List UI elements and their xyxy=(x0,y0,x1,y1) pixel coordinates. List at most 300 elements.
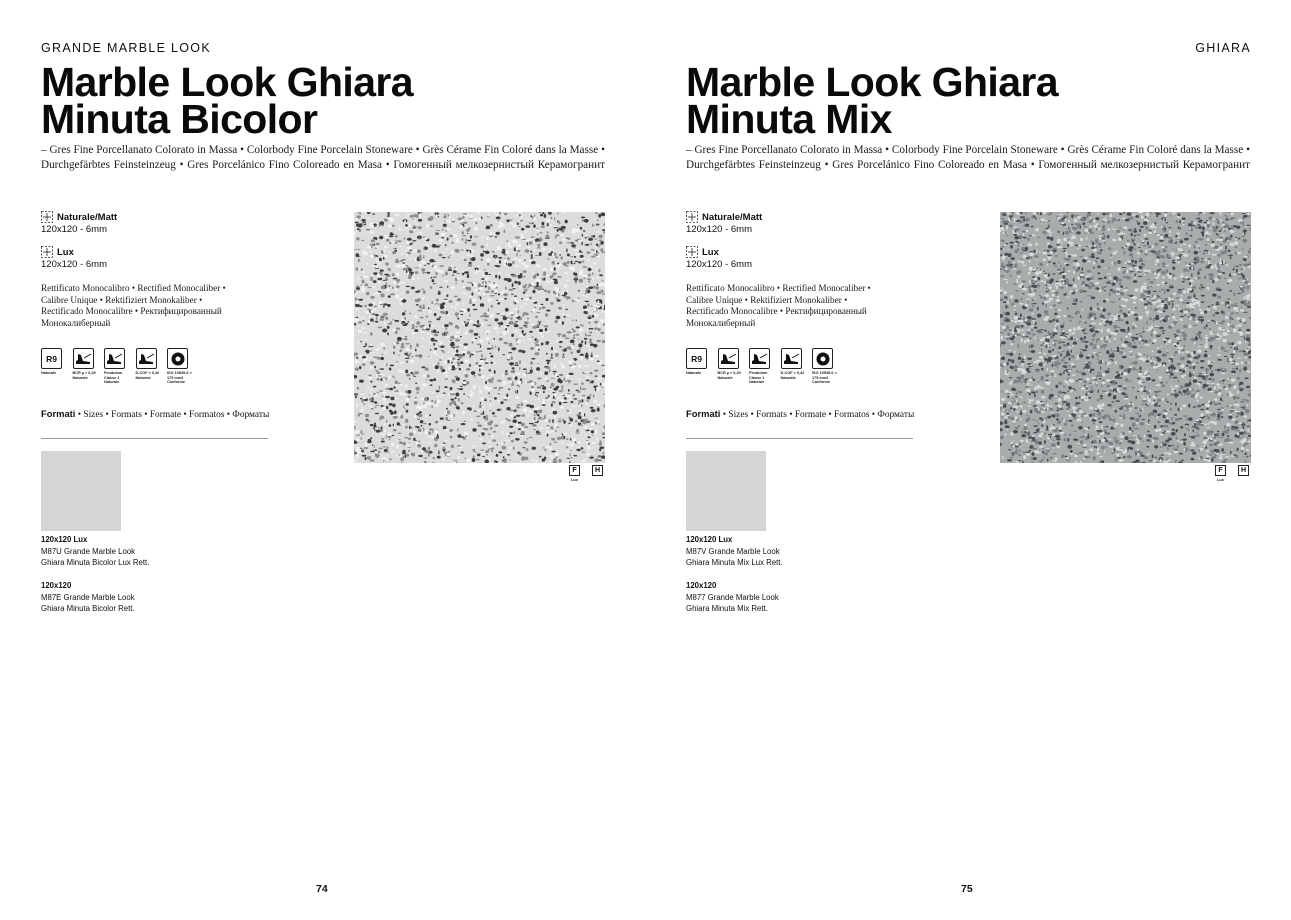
tile-speck xyxy=(1239,383,1240,386)
tile-speck xyxy=(551,347,553,351)
tile-speck xyxy=(1149,339,1151,342)
tile-speck xyxy=(1059,426,1061,429)
tile-speck xyxy=(1066,292,1068,294)
tile-speck xyxy=(472,446,477,447)
tile-speck xyxy=(455,326,458,328)
tile-speck xyxy=(1119,283,1121,284)
tile-speck xyxy=(1093,308,1095,309)
tile-speck xyxy=(532,250,535,252)
tile-speck xyxy=(1177,291,1182,294)
tile-speck xyxy=(555,256,559,258)
tile-speck xyxy=(362,224,365,225)
tile-speck xyxy=(1019,443,1021,447)
tile-speck xyxy=(551,451,555,453)
tile-speck xyxy=(1242,350,1246,352)
tile-speck xyxy=(466,249,468,251)
tile-speck xyxy=(572,359,574,362)
tile-speck xyxy=(465,239,466,243)
tile-speck xyxy=(521,263,525,265)
tile-speck xyxy=(1248,301,1250,305)
tile-speck xyxy=(515,315,519,317)
tile-speck xyxy=(535,371,537,373)
tile-speck xyxy=(597,361,600,363)
tile-speck xyxy=(438,346,439,348)
tile-speck xyxy=(404,317,405,319)
tile-speck xyxy=(1028,286,1030,288)
tile-speck xyxy=(1138,333,1143,334)
tile-speck xyxy=(1215,369,1216,371)
tile-speck xyxy=(1231,274,1232,275)
tile-speck xyxy=(556,316,561,320)
tile-speck xyxy=(1213,422,1217,425)
tile-speck xyxy=(558,420,562,422)
tile-speck xyxy=(390,397,394,401)
tile-speck xyxy=(530,258,533,259)
tile-speck xyxy=(1239,332,1243,336)
tile-speck xyxy=(1036,228,1039,232)
tile-speck xyxy=(532,336,534,337)
tile-speck xyxy=(442,443,446,444)
tile-speck xyxy=(1085,345,1088,349)
tile-speck xyxy=(507,329,509,333)
tile-speck xyxy=(1198,304,1200,306)
tile-speck xyxy=(1006,235,1009,236)
tile-speck xyxy=(480,315,482,317)
tile-speck xyxy=(485,285,487,287)
tile-speck xyxy=(537,386,542,389)
tile-speck xyxy=(570,418,574,422)
tile-speck xyxy=(564,292,567,296)
tile-speck xyxy=(1112,218,1116,221)
tile-speck xyxy=(1032,283,1035,285)
tile-speck xyxy=(1216,453,1218,455)
tile-speck xyxy=(1136,234,1140,236)
tile-speck xyxy=(370,437,372,439)
tile-speck xyxy=(354,460,356,463)
tile-speck xyxy=(1246,225,1250,226)
tile-speck xyxy=(408,450,410,451)
tile-speck xyxy=(1088,397,1091,399)
tile-speck xyxy=(385,384,389,387)
tile-speck xyxy=(545,433,547,435)
tile-speck xyxy=(1204,388,1206,390)
tile-speck xyxy=(1233,397,1235,399)
tile-speck xyxy=(392,435,395,436)
tile-speck xyxy=(381,433,386,435)
tile-speck xyxy=(1141,404,1144,405)
tile-speck xyxy=(596,250,597,254)
tile-speck xyxy=(528,284,530,288)
tile-speck xyxy=(495,255,496,259)
tile-speck xyxy=(1230,321,1231,323)
tile-speck xyxy=(424,265,425,266)
tile-speck xyxy=(1237,377,1240,380)
tile-speck xyxy=(431,392,433,394)
tile-speck xyxy=(476,222,478,223)
tile-speck xyxy=(1162,332,1164,334)
tile-speck xyxy=(405,408,407,409)
tile-speck xyxy=(462,292,466,294)
tile-speck xyxy=(1056,281,1059,283)
tile-speck xyxy=(514,324,519,327)
tile-speck xyxy=(514,240,518,244)
tile-speck xyxy=(429,428,434,430)
tile-speck xyxy=(1000,332,1004,334)
tile-speck xyxy=(1140,226,1144,228)
tile-speck xyxy=(1103,426,1108,428)
tile-speck xyxy=(1090,369,1094,371)
tile-speck xyxy=(515,376,518,380)
matt-finish-icon xyxy=(41,211,53,223)
tile-speck xyxy=(360,341,361,343)
tile-speck xyxy=(561,441,563,444)
tile-speck xyxy=(376,430,381,433)
tile-speck xyxy=(416,392,418,394)
tile-speck xyxy=(446,374,448,377)
tile-speck xyxy=(456,268,458,270)
tile-speck xyxy=(465,242,468,244)
tile-speck xyxy=(411,356,413,357)
tile-speck xyxy=(586,441,588,445)
tile-speck xyxy=(1123,344,1126,348)
tile-speck xyxy=(356,237,360,240)
tile-speck xyxy=(558,459,561,463)
tile-speck xyxy=(1057,410,1059,412)
tile-speck xyxy=(557,229,559,232)
tile-speck xyxy=(599,274,603,276)
tile-speck xyxy=(1168,297,1171,301)
tile-speck xyxy=(1243,406,1246,407)
tile-speck xyxy=(1123,456,1125,458)
tile-speck xyxy=(1218,390,1220,393)
tile-speck xyxy=(386,288,390,290)
tile-speck xyxy=(411,427,413,428)
tile-speck xyxy=(507,257,509,261)
tile-speck xyxy=(1066,380,1068,383)
tile-speck xyxy=(458,398,460,401)
tile-speck xyxy=(571,457,573,458)
tile-speck xyxy=(1242,450,1243,452)
tile-speck xyxy=(1180,357,1185,361)
tile-speck xyxy=(1038,423,1040,424)
tile-speck xyxy=(408,438,411,440)
tile-speck xyxy=(517,381,521,384)
finish-label: Lux xyxy=(57,246,74,258)
tile-speck xyxy=(396,259,399,263)
tile-speck xyxy=(555,398,557,399)
tile-speck xyxy=(564,284,567,288)
tile-speck xyxy=(1110,324,1111,326)
tile-speck xyxy=(1027,301,1029,304)
tile-speck xyxy=(1099,398,1103,399)
tile-speck xyxy=(1120,440,1123,441)
tile-speck xyxy=(1206,220,1208,221)
tile-speck xyxy=(517,339,521,343)
tile-speck xyxy=(371,310,374,313)
tile-speck xyxy=(522,414,525,417)
tile-speck xyxy=(429,423,431,426)
tile-speck xyxy=(575,240,577,241)
tile-speck xyxy=(1041,377,1044,381)
tile-speck xyxy=(438,423,441,424)
tile-speck xyxy=(375,453,376,457)
tile-speck xyxy=(566,446,568,448)
tile-speck xyxy=(588,268,592,272)
tile-speck xyxy=(1052,447,1054,449)
tile-speck xyxy=(465,331,468,335)
tile-speck xyxy=(513,431,515,433)
tile-speck xyxy=(440,367,444,369)
tile-speck xyxy=(1243,306,1245,308)
tile-speck xyxy=(542,268,547,270)
tile-speck xyxy=(519,327,524,329)
tile-speck xyxy=(361,449,363,451)
tile-speck xyxy=(499,385,502,387)
tile-speck xyxy=(1216,418,1221,420)
tile-speck xyxy=(415,426,419,428)
tile-speck xyxy=(436,396,439,398)
tile-speck xyxy=(562,433,564,435)
tile-speck xyxy=(1189,325,1192,329)
tile-speck xyxy=(1113,437,1117,439)
tile-speck xyxy=(1091,255,1095,258)
tile-speck xyxy=(553,415,556,417)
tile-speck xyxy=(1107,385,1111,388)
tile-speck xyxy=(1082,349,1087,351)
tile-speck xyxy=(553,438,555,441)
tile-speck xyxy=(1063,357,1065,359)
tile-speck xyxy=(356,286,359,288)
tile-speck xyxy=(495,318,499,321)
tile-speck xyxy=(1147,431,1150,433)
tile-speck xyxy=(375,321,378,323)
tile-speck xyxy=(1028,382,1030,386)
tile-speck xyxy=(1020,440,1024,442)
tile-speck xyxy=(394,377,396,378)
tile-speck xyxy=(1069,245,1074,246)
tile-speck xyxy=(1220,379,1224,380)
tile-speck xyxy=(477,320,479,324)
tile-speck xyxy=(504,383,508,384)
tile-speck xyxy=(420,317,424,319)
tile-speck xyxy=(1192,388,1193,392)
tile-speck xyxy=(598,328,601,331)
formats-heading: Formati • Sizes • Formats • Formate • Formatos • Форматы xyxy=(686,408,915,420)
section-tag: GHIARA xyxy=(1195,41,1251,55)
tile-speck xyxy=(1227,330,1229,333)
tile-speck xyxy=(1032,234,1035,236)
tile-speck xyxy=(498,285,500,286)
tile-speck xyxy=(589,457,594,459)
tile-speck xyxy=(1138,276,1142,277)
tile-speck xyxy=(444,361,447,364)
tile-speck xyxy=(1216,218,1218,220)
tile-speck xyxy=(362,280,365,284)
tile-speck xyxy=(1229,442,1233,444)
tile-speck xyxy=(358,321,362,323)
tile-speck xyxy=(1199,384,1201,387)
tile-speck xyxy=(518,386,520,388)
tile-speck xyxy=(1144,253,1148,255)
tile-speck xyxy=(464,346,466,350)
tile-speck xyxy=(1249,228,1251,231)
tile-speck xyxy=(445,453,446,456)
tile-speck xyxy=(1074,219,1077,222)
tile-speck xyxy=(1164,291,1166,294)
tile-speck xyxy=(389,268,391,271)
tile-speck xyxy=(494,370,496,374)
tile-speck xyxy=(1063,267,1066,271)
tile-speck xyxy=(1239,330,1242,332)
tile-speck xyxy=(506,418,508,419)
tile-speck xyxy=(470,255,473,257)
tile-speck xyxy=(1194,293,1196,296)
tile-speck xyxy=(524,303,528,304)
tile-speck xyxy=(500,392,502,393)
tile-speck xyxy=(531,282,535,285)
tile-speck xyxy=(419,325,424,327)
tile-speck xyxy=(1166,352,1168,354)
tile-speck xyxy=(1235,454,1237,456)
tile-speck xyxy=(1016,377,1018,379)
tile-speck xyxy=(565,381,567,383)
tile-speck xyxy=(374,401,377,404)
tile-speck xyxy=(555,234,559,236)
tile-speck xyxy=(1197,271,1199,275)
tile-speck xyxy=(578,400,582,403)
tile-speck xyxy=(359,366,361,369)
tile-speck xyxy=(370,389,372,391)
tile-speck xyxy=(566,375,569,378)
tile-speck xyxy=(417,277,419,280)
tile-speck xyxy=(487,325,491,326)
tile-speck xyxy=(585,341,587,345)
tile-speck xyxy=(497,331,499,334)
tile-speck xyxy=(515,236,520,238)
tile-speck xyxy=(450,255,451,257)
tile-speck xyxy=(1125,436,1129,440)
tile-speck xyxy=(529,331,533,333)
tile-speck xyxy=(547,434,549,437)
tile-speck xyxy=(1190,279,1194,282)
tile-speck xyxy=(554,226,559,227)
tile-speck xyxy=(1016,392,1018,395)
tile-speck xyxy=(380,416,385,420)
tile-speck xyxy=(455,306,457,309)
tile-speck xyxy=(573,363,576,365)
tile-speck xyxy=(439,341,442,345)
r9-slip-rating-icon: R9 xyxy=(686,348,707,369)
tile-speck xyxy=(1040,268,1042,271)
tile-speck xyxy=(433,351,435,354)
tile-speck xyxy=(406,348,410,352)
tile-speck xyxy=(481,236,484,238)
tile-speck xyxy=(398,298,403,301)
tile-speck xyxy=(473,385,476,389)
tile-speck xyxy=(406,403,409,406)
tile-speck xyxy=(1166,381,1168,383)
tile-speck xyxy=(392,287,394,289)
tile-speck xyxy=(1055,309,1056,310)
tile-speck xyxy=(541,405,543,407)
tile-speck xyxy=(430,384,433,386)
tile-speck xyxy=(364,284,368,287)
tile-speck xyxy=(1010,407,1013,409)
tile-speck xyxy=(517,424,519,427)
tile-speck xyxy=(1058,346,1061,349)
tile-speck xyxy=(515,438,520,441)
tile-speck xyxy=(576,320,577,322)
tile-speck xyxy=(1154,252,1158,255)
tile-speck xyxy=(1191,449,1194,451)
tile-speck xyxy=(1135,307,1136,309)
tile-speck xyxy=(481,278,484,280)
tile-speck xyxy=(419,411,422,413)
tile-speck xyxy=(356,301,359,304)
tile-speck xyxy=(1105,320,1109,323)
tile-speck xyxy=(452,219,455,221)
tile-speck xyxy=(1083,430,1084,433)
tile-speck xyxy=(482,323,484,326)
tile-speck xyxy=(442,325,444,328)
tile-speck xyxy=(1078,371,1083,372)
tile-speck xyxy=(420,398,424,401)
tile-speck xyxy=(1084,399,1089,401)
tile-speck xyxy=(505,440,509,441)
tile-speck xyxy=(502,374,504,378)
tile-speck xyxy=(1229,316,1232,320)
tile-speck xyxy=(1161,398,1164,401)
tile-speck xyxy=(449,300,453,303)
tile-speck xyxy=(551,353,552,356)
tile-speck xyxy=(412,324,415,328)
tile-speck xyxy=(381,441,385,443)
tile-speck xyxy=(581,383,584,385)
tile-speck xyxy=(396,272,398,275)
finish-size: 120x120 - 6mm xyxy=(686,224,753,235)
tile-speck xyxy=(1224,278,1225,279)
tile-speck xyxy=(463,235,466,237)
tile-speck xyxy=(530,389,534,392)
tile-speck xyxy=(1084,321,1087,324)
tile-speck xyxy=(592,223,593,227)
tile-speck xyxy=(366,419,368,421)
tile-speck xyxy=(473,455,475,458)
tile-speck xyxy=(384,378,385,382)
tile-speck xyxy=(1226,438,1230,441)
tech-item: D-COF > 0,42 Naturale xyxy=(136,348,168,385)
tile-speck xyxy=(1165,246,1168,249)
tile-speck xyxy=(1005,243,1008,244)
tile-speck xyxy=(447,238,449,241)
tile-speck xyxy=(1145,306,1147,309)
tile-speck xyxy=(562,239,567,241)
tile-speck xyxy=(386,308,387,309)
tile-speck xyxy=(524,321,529,324)
tile-speck xyxy=(359,212,361,214)
tile-speck xyxy=(467,407,471,410)
tile-speck xyxy=(579,252,582,253)
tile-speck xyxy=(1155,394,1158,397)
tile-speck xyxy=(1112,252,1116,254)
tile-speck xyxy=(457,317,459,319)
tile-speck xyxy=(408,268,412,272)
tile-speck xyxy=(1043,271,1045,272)
tile-speck xyxy=(435,365,439,369)
tile-speck xyxy=(1078,415,1081,417)
tile-speck xyxy=(1101,425,1103,429)
tile-speck xyxy=(1082,281,1086,285)
